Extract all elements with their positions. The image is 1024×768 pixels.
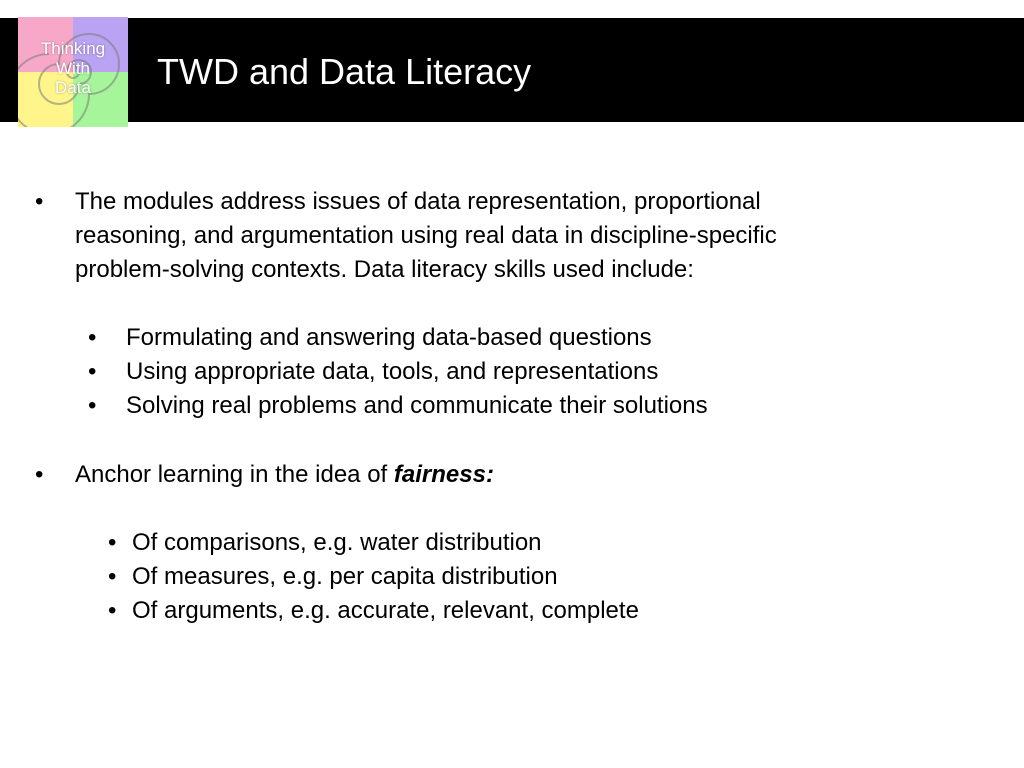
logo-text-thinking: Thinking: [40, 39, 106, 58]
paragraph-line: The modules address issues of data representation, proportional: [75, 188, 761, 215]
fairness-prefix: Anchor learning in the idea of: [75, 461, 394, 488]
skill-item: Solving real problems and communicate their solutions: [126, 392, 708, 419]
bullet-modules-paragraph: [75, 185, 955, 287]
sub-bullet-glyph: •: [108, 563, 117, 590]
sub-bullet-glyph: •: [88, 358, 97, 385]
logo-text-with: With: [56, 59, 90, 78]
sub-bullet-glyph: •: [108, 529, 117, 556]
paragraph-line: problem-solving contexts. Data literacy skills used include:: [75, 256, 694, 283]
slide-title: TWD and Data Literacy: [157, 51, 532, 92]
skill-item: Formulating and answering data-based questions: [126, 324, 652, 351]
bullet-fairness: [75, 458, 494, 492]
sub-bullet-glyph: •: [108, 597, 117, 624]
fairness-item: Of comparisons, e.g. water distribution: [132, 529, 542, 556]
fairness-item: Of arguments, e.g. accurate, relevant, complete: [132, 597, 639, 624]
paragraph-line: reasoning, and argumentation using real data in discipline-specific: [75, 222, 777, 249]
bullet-glyph: •: [35, 188, 44, 215]
sub-bullet-glyph: •: [88, 392, 97, 419]
logo-text-data: Data: [55, 78, 91, 97]
fairness-emphasis: fairness:: [393, 461, 494, 488]
bullet-glyph: •: [35, 461, 44, 488]
fairness-item: Of measures, e.g. per capita distribution: [132, 563, 558, 590]
sub-bullet-glyph: •: [88, 324, 97, 351]
skill-item: Using appropriate data, tools, and representations: [126, 358, 659, 385]
